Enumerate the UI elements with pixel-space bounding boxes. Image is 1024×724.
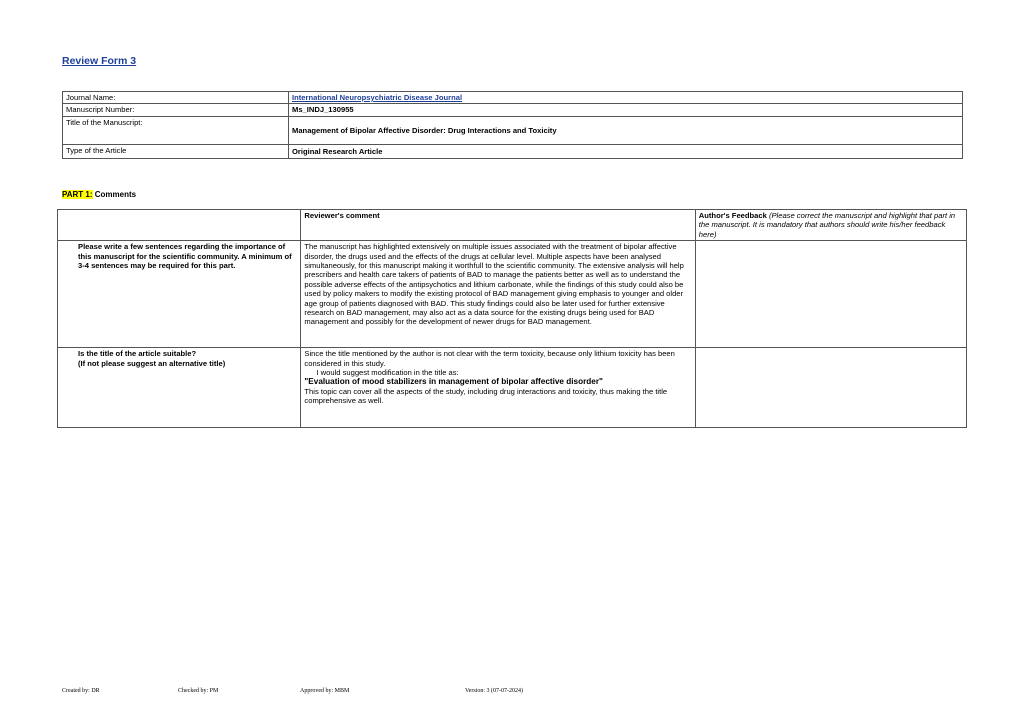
comment-row-title — [58, 348, 967, 428]
journal-label: Journal Name: — [63, 92, 289, 104]
footer-version: Version: 3 (07-07-2024) — [465, 688, 523, 694]
footer-approved-by: Approved by: MBM — [300, 688, 350, 694]
title-comment-p2: I would suggest modification in the title as: — [316, 368, 459, 378]
title-comment-p1: Since the title mentioned by the author is not clear with the term toxicity, because only lithium toxicity has been considered in this study. — [304, 349, 675, 368]
importance-reviewer-comment: The manuscript has highlighted extensively on multiple issues associated with the treatment of bipolar affective disorder, the drugs used and the effects of the drugs at cellular level. Multiple aspects have been analysed simultaneously, for this manuscript making it worthfull to the scientific community. The extensive analysis will help prescribers and health care takers of patients of BAD to manage the patients better as well as to understand the possible adverse effects of the antipsychotics and lithium carbonate, while the findings of this study could also be used by policy makers to modify the existing protocol of BAD management giving emphasis to younger and older age group of patients diagnosed with BAD. This study findings could also be later used for further extensive research on BAD management, may also act as a data source for the existing drugs being used for BAD management and possibly for the development of newer drugs for BAD management. — [301, 241, 695, 348]
article-type-row — [63, 144, 963, 158]
article-type-label: Type of the Article — [63, 144, 289, 158]
article-type-value: Original Research Article — [289, 144, 963, 158]
reviewer-comment-header: Reviewer's comment — [301, 210, 695, 241]
title-comment-p4: This topic can cover all the aspects of the study, including drug interactions and toxicity, thus making the title comprehensive as well. — [304, 386, 668, 406]
title-question — [58, 348, 301, 428]
footer-created-by: Created by: DR — [62, 688, 100, 694]
title-comment-suggestion: "Evaluation of mood stabilizers in management of bipolar affective disorder" — [304, 377, 603, 387]
part1-prefix: PART 1: — [62, 190, 93, 199]
importance-question: Please write a few sentences regarding the importance of this manuscript for the scientific community. A minimum of 3-4 sentences may be required for this part. — [58, 241, 301, 348]
blank-header-cell — [58, 210, 301, 241]
author-feedback-header — [695, 210, 966, 241]
journal-row — [63, 92, 963, 104]
title-question-line1: Is the title of the article suitable? — [78, 349, 197, 359]
comments-table — [57, 209, 967, 428]
importance-author-feedback[interactable] — [695, 241, 966, 348]
comments-header-row — [58, 210, 967, 241]
author-feedback-header-bold: Author's Feedback — [698, 211, 767, 220]
manuscript-number-value: Ms_INDJ_130955 — [289, 104, 963, 116]
title-row — [63, 116, 963, 144]
journal-value — [289, 92, 963, 104]
manuscript-info-table — [62, 91, 963, 159]
comment-row-importance — [58, 241, 967, 348]
title-author-feedback[interactable] — [695, 348, 966, 428]
form-title: Review Form 3 — [62, 55, 137, 67]
footer-checked-by: Checked by: PM — [178, 688, 219, 694]
title-value: Management of Bipolar Affective Disorder: Drug Interactions and Toxicity — [289, 116, 963, 144]
manuscript-number-row — [63, 104, 963, 116]
part1-suffix: Comments — [92, 190, 137, 199]
title-reviewer-comment — [301, 348, 695, 428]
manuscript-number-label: Manuscript Number: — [63, 104, 289, 116]
part1-heading — [62, 190, 136, 199]
author-feedback-header-italic: (Please correct the manuscript and highlight that part in the manuscript. It is mandatory that authors should write his/her feedback here) — [698, 211, 956, 239]
journal-link[interactable]: International Neuropsychiatric Disease Journal — [292, 93, 463, 102]
title-question-line2: (If not please suggest an alternative title) — [78, 358, 226, 368]
title-label: Title of the Manuscript: — [63, 116, 289, 144]
